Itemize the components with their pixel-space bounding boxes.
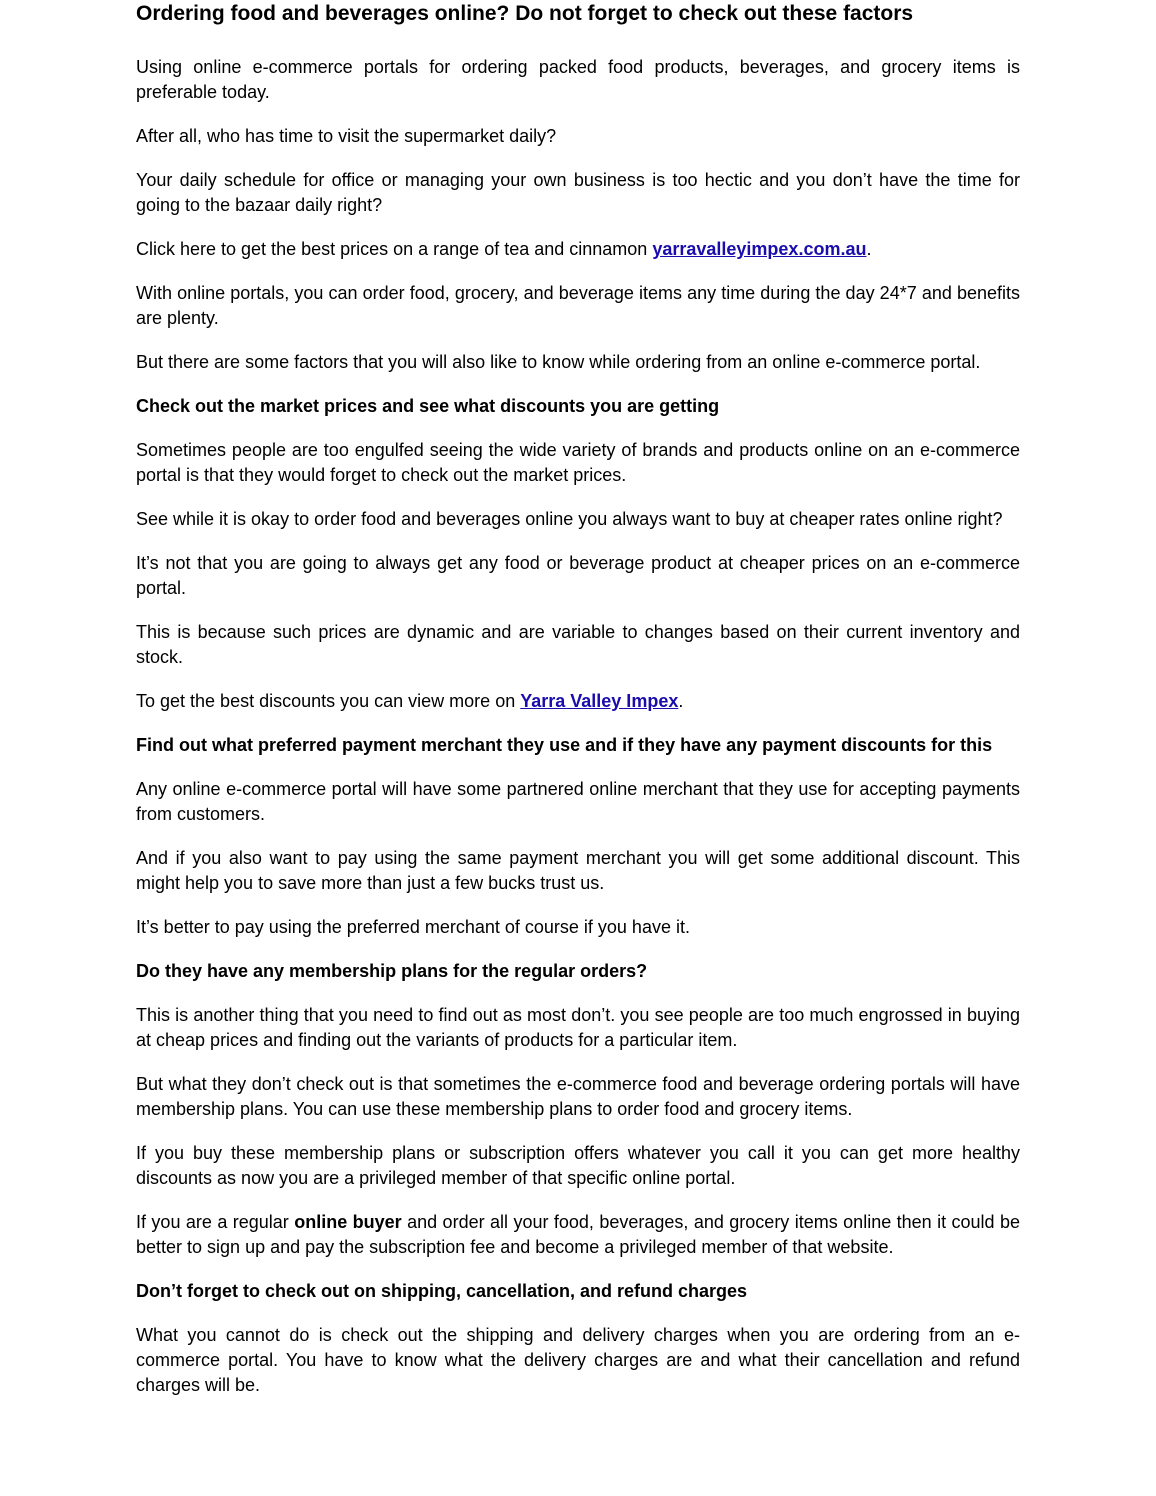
- page-title: Ordering food and beverages online? Do not forget to check out these factors: [136, 2, 914, 25]
- paragraph: See while it is okay to order food and beverages online you always want to buy at cheaper rates online right?: [136, 509, 1003, 529]
- paragraph: Your daily schedule for office or managing your own business is too hectic and you don’t have the time for going to the bazaar daily right?: [136, 170, 1020, 215]
- paragraph: With online portals, you can order food, grocery, and beverage items any time during the day 24*7 and benefits are plenty.: [136, 283, 1020, 328]
- paragraph-text: If you are a regular: [136, 1212, 295, 1232]
- paragraph: Using online e-commerce portals for ordering packed food products, beverages, and grocery items is preferable today.: [136, 57, 1020, 102]
- bold-phrase: online buyer: [294, 1212, 402, 1232]
- paragraph: And if you also want to pay using the same payment merchant you will get some additional discount. This might help you to save more than just a few bucks trust us.: [136, 848, 1020, 893]
- document-page: [136, 0, 1020, 1398]
- paragraph: Any online e-commerce portal will have some partnered online merchant that they use for accepting payments from customers.: [136, 779, 1020, 824]
- paragraph: After all, who has time to visit the supermarket daily?: [136, 126, 557, 146]
- paragraph: What you cannot do is check out the shipping and delivery charges when you are ordering from an e-commerce portal. You have to know what the delivery charges are and what their cancellation and refund charges will be.: [136, 1325, 1020, 1395]
- paragraph: Sometimes people are too engulfed seeing the wide variety of brands and products online on an e-commerce portal is that they would forget to check out the market prices.: [136, 440, 1020, 485]
- section-heading: Do they have any membership plans for the regular orders?: [136, 961, 648, 981]
- paragraph: But there are some factors that you will also like to know while ordering from an online e-commerce portal.: [136, 352, 981, 372]
- paragraph: [136, 1210, 1020, 1260]
- paragraph-text: To get the best discounts you can view more on: [136, 691, 521, 711]
- paragraph-text: Click here to get the best prices on a range of tea and cinnamon: [136, 239, 653, 259]
- yarravalleyimpex-link[interactable]: yarravalleyimpex.com.au: [652, 239, 867, 259]
- paragraph: It’s better to pay using the preferred merchant of course if you have it.: [136, 917, 690, 937]
- paragraph: It’s not that you are going to always get any food or beverage product at cheaper prices on an e-commerce portal.: [136, 553, 1020, 598]
- paragraph: If you buy these membership plans or subscription offers whatever you call it you can get more healthy discounts as now you are a privileged member of that specific online portal.: [136, 1143, 1020, 1188]
- paragraph: This is another thing that you need to find out as most don’t. you see people are too much engrossed in buying at cheap prices and finding out the variants of products for a particular item.: [136, 1005, 1020, 1050]
- paragraph-end: .: [678, 691, 684, 711]
- paragraph: This is because such prices are dynamic and are variable to changes based on their current inventory and stock.: [136, 622, 1020, 667]
- paragraph: But what they don’t check out is that sometimes the e-commerce food and beverage ordering portals will have membership plans. You can use these membership plans to order food and grocery items.: [136, 1074, 1020, 1119]
- yarra-valley-impex-link[interactable]: Yarra Valley Impex: [520, 691, 679, 711]
- section-heading: Don’t forget to check out on shipping, cancellation, and refund charges: [136, 1281, 748, 1301]
- paragraph-with-link: [136, 689, 1020, 714]
- section-heading: Find out what preferred payment merchant they use and if they have any payment discounts for this: [136, 735, 993, 755]
- section-heading: Check out the market prices and see what discounts you are getting: [136, 396, 720, 416]
- paragraph-with-link: [136, 237, 1020, 262]
- paragraph-end: .: [866, 239, 872, 259]
- paragraph-text: and order all your food, beverages, and grocery items online then it could be better to sign up and pay the subscription fee and become a privileged member of that website.: [136, 1212, 1021, 1257]
